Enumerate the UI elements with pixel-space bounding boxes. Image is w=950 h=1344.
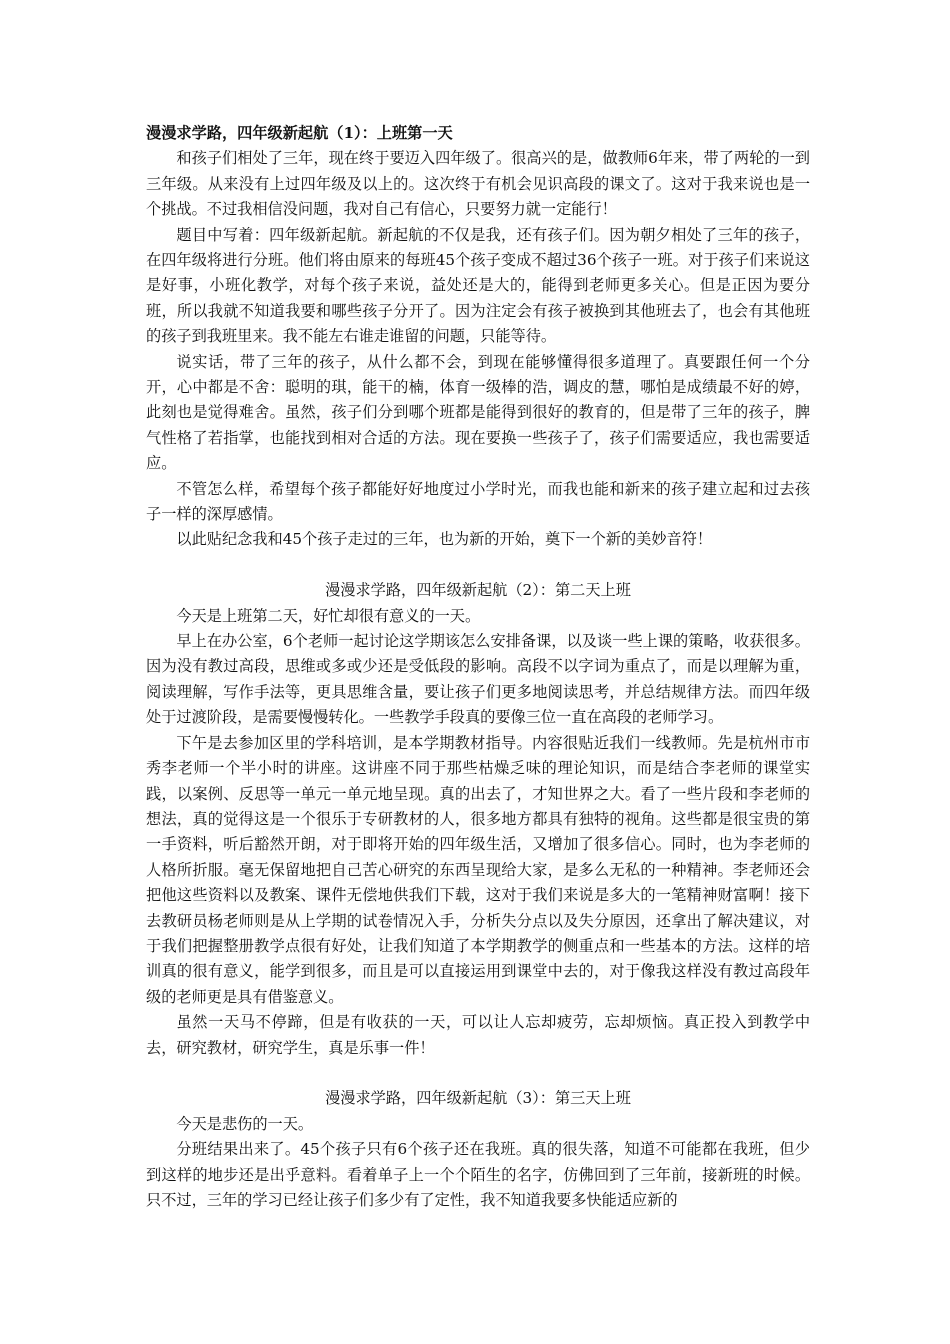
section-spacer bbox=[146, 1061, 810, 1086]
section-1-paragraph: 题目中写着：四年级新起航。新起航的不仅是我，还有孩子们。因为朝夕相处了三年的孩子，在四年级将进行分班。他们将由原来的每班45个孩子变成不超过36个孩子一班。对于孩子们来说这是好事，小班化教学，对每个孩子来说，益处还是大的，能得到老师更多关心。但是正因为要分班，所以我就不知道我要和哪些孩子分开了。因为注定会有孩子被换到其他班去了，也会有其他班的孩子到我班里来。我不能左右谁走谁留的问题，只能等待。 bbox=[146, 225, 810, 346]
section-3-paragraph: 分班结果出来了。45个孩子只有6个孩子还在我班。真的很失落，知道不可能都在我班，但少到这样的地步还是出乎意料。看着单子上一个个陌生的名字，仿佛回到了三年前，接新班的时候。只不过，三年的学习已经让孩子们多少有了定性，我不知道我要多快能适应新的 bbox=[146, 1140, 810, 1209]
section-2-paragraph: 早上在办公室，6个老师一起讨论这学期该怎么安排备课，以及谈一些上课的策略，收获很多。因为没有教过高段，思维或多或少还是受低段的影响。高段不以字词为重点了，而是以理解为重，阅读理解，写作手法等，更具思维含量，要让孩子们更多地阅读思考，并总结规律方法。而四年级处于过渡阶段，是需要慢慢转化。一些教学手段真的要像三位一直在高段的老师学习。 bbox=[146, 632, 810, 727]
section-1-paragraph: 和孩子们相处了三年，现在终于要迈入四年级了。很高兴的是，做教师6年来，带了两轮的一到三年级。从来没有上过四年级及以上的。这次终于有机会见识高段的课文了。这对于我来说也是一个挑战。不过我相信没问题，我对自己有信心，只要努力就一定能行！ bbox=[146, 149, 810, 219]
section-2-title: 漫漫求学路，四年级新起航（2）：第二天上班 bbox=[325, 581, 631, 600]
section-2-paragraph: 今天是上班第二天，好忙却很有意义的一天。 bbox=[176, 606, 481, 625]
section-spacer bbox=[146, 553, 810, 578]
document-body bbox=[146, 121, 810, 1213]
section-3-paragraph: 今天是悲伤的一天。 bbox=[176, 1114, 314, 1133]
section-3-title: 漫漫求学路，四年级新起航（3）：第三天上班 bbox=[325, 1089, 631, 1108]
section-1-title: 漫漫求学路，四年级新起航（1）：上班第一天 bbox=[146, 124, 453, 142]
section-1-paragraph: 说实话，带了三年的孩子，从什么都不会，到现在能够懂得很多道理了。真要跟任何一个分开，心中都是不舍：聪明的琪，能干的楠，体育一级棒的浩，调皮的慧，哪怕是成绩最不好的婷，此刻也是觉得难舍。虽然，孩子们分到哪个班都是能得到很好的教育的，但是带了三年的孩子，脾气性格了若指掌，也能找到相对合适的方法。现在要换一些孩子了，孩子们需要适应，我也需要适应。 bbox=[146, 352, 810, 473]
section-2-paragraph: 虽然一天马不停蹄，但是有收获的一天，可以让人忘却疲劳，忘却烦恼。真正投入到教学中去，研究教材，研究学生，真是乐事一件！ bbox=[146, 1013, 810, 1057]
section-1-paragraph: 不管怎么样，希望每个孩子都能好好地度过小学时光，而我也能和新来的孩子建立起和过去孩子一样的深厚感情。 bbox=[146, 479, 810, 524]
section-2-paragraph: 下午是去参加区里的学科培训，是本学期教材指导。内容很贴近我们一线教师。先是杭州市市秀李老师一个半小时的讲座。这讲座不同于那些枯燥乏味的理论知识，而是结合李老师的课堂实践，以案例、反思等一单元一单元地呈现。真的出去了，才知世界之大。看了一些片段和李老师的想法，真的觉得这是一个很乐于专研教材的人，很多地方都具有独特的视角。这些都是很宝贵的第一手资料，听后豁然开朗，对于即将开始的四年级生活，又增加了很多信心。同时，也为李老师的人格所折服。毫无保留地把自己苦心研究的东西呈现给大家，是多么无私的一种精神。李老师还会把他这些资料以及教案、课件无偿地供我们下载，这对于我们来说是多大的一笔精神财富啊！接下去教研员杨老师则是从上学期的试卷情况入手，分析失分点以及失分原因，还拿出了解决建议，对于我们把握整册教学点很有好处，让我们知道了本学期教学的侧重点和一些基本的方法。这样的培训真的很有意义，能学到很多，而且是可以直接运用到课堂中去的，对于像我这样没有教过高段年级的老师更是具有借鉴意义。 bbox=[146, 733, 810, 1006]
section-1-paragraph: 以此贴纪念我和45个孩子走过的三年，也为新的开始，奠下一个新的美妙音符！ bbox=[176, 530, 713, 549]
